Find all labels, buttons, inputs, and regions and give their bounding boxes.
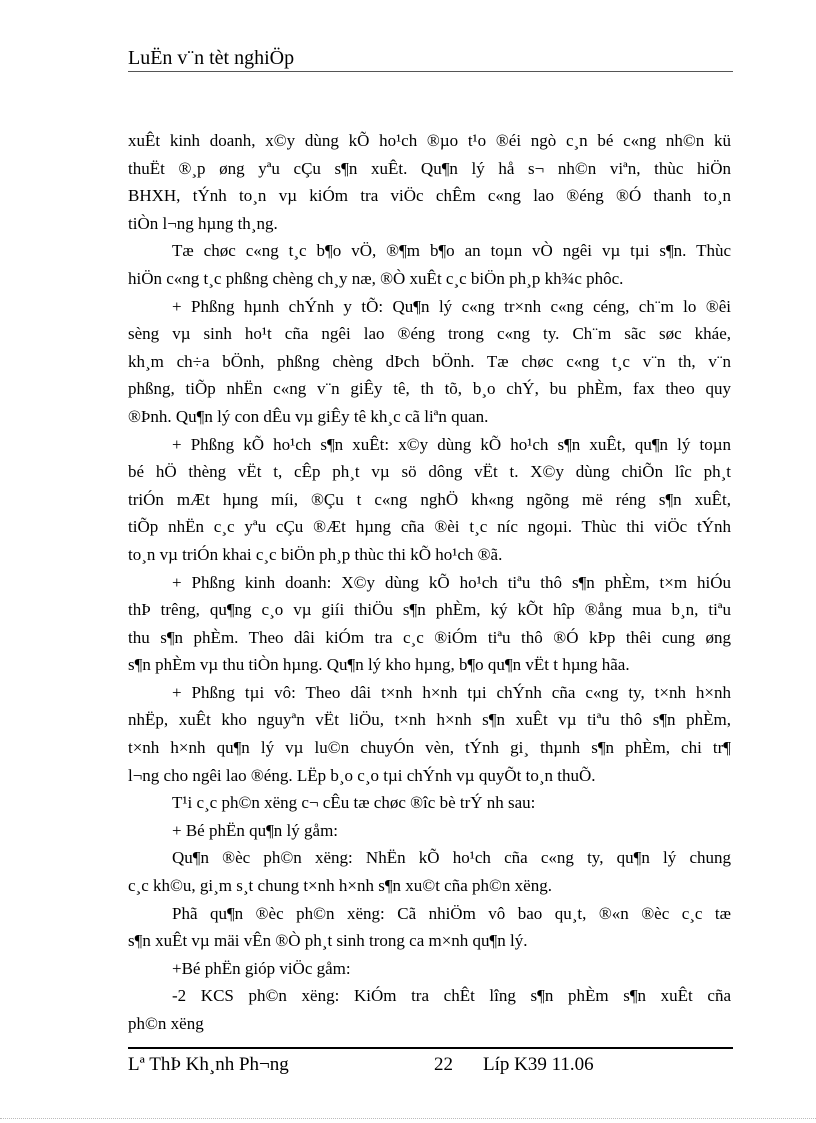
text-line: triÓn mÆt hµng míi, ®Çu t c«ng nghÖ kh«ng ngõng më réng s¶n xuÊt,	[128, 489, 731, 509]
running-header: LuËn v¨n tèt nghiÖp	[128, 47, 295, 69]
text-line: Tæ chøc c«ng t¸c b¶o vÖ, ®¶m b¶o an toµn vÒ ngêi vµ tµi s¶n. Thùc	[172, 241, 731, 261]
text-line: nhËp, xuÊt kho nguyªn vËt liÖu, t×nh h×nh s¶n xuÊt vµ tiªu thô s¶n phÈm,	[128, 710, 731, 730]
text-line: s¶n xuÊt vµ mäi vÊn ®Ò ph¸t sinh trong ca m×nh qu¶n lý.	[128, 931, 528, 951]
text-line: t×nh h×nh qu¶n lý vµ lu©n chuyÓn vèn, tÝnh gi¸ thµnh s¶n phÈm, chi tr¶	[128, 738, 731, 758]
text-line: c¸c kh©u, gi¸m s¸t chung t×nh h×nh s¶n xu©t cña ph©n xëng.	[128, 876, 552, 896]
text-line: -2 KCS ph©n xëng: KiÓm tra chÊt lîng s¶n phÈm s¶n xuÊt cña	[172, 986, 731, 1006]
text-line: +Bé phËn gióp viÖc gåm:	[172, 958, 351, 978]
text-line: + Bé phËn qu¶n lý gåm:	[172, 820, 339, 840]
page-number: 22	[434, 1054, 453, 1075]
text-line: Phã qu¶n ®èc ph©n xëng: Cã nhiÖm vô bao qu¸t, ®«n ®èc c¸c tæ	[172, 903, 731, 923]
page-edge	[0, 1118, 816, 1119]
text-line: kh¸m ch÷a bÖnh, phßng chèng dÞch bÖnh. Tæ chøc c«ng t¸c v¨n th, v¨n	[128, 351, 731, 371]
text-line: T¹i c¸c ph©n xëng c¬ cÊu tæ chøc ®îc bè trÝ nh sau:	[172, 793, 536, 813]
text-line: Qu¶n ®èc ph©n xëng: NhËn kÕ ho¹ch cña c«ng ty, qu¶n lý chung	[172, 848, 731, 868]
text-line: + Phßng hµnh chÝnh y tÕ: Qu¶n lý c«ng tr×nh c«ng céng, ch¨m lo ®êi	[172, 296, 731, 316]
document-body	[128, 127, 731, 1038]
footer-author: Lª ThÞ Kh¸nh Ph¬ng	[128, 1054, 289, 1075]
text-line: s¶n phÈm vµ thu tiÒn hµng. Qu¶n lý kho hµng, b¶o qu¶n vËt t hµng hãa.	[128, 655, 630, 675]
footer-rule	[128, 1047, 733, 1049]
text-line: BHXH, tÝnh to¸n vµ kiÓm tra viÖc chÊm c«ng lao ®éng ®Ó thanh to¸n	[128, 186, 731, 206]
text-line: hiÖn c«ng t¸c phßng chèng ch¸y næ, ®Ò xuÊt c¸c biÖn ph¸p kh¾c phôc.	[128, 268, 624, 288]
text-line: ®Þnh. Qu¶n lý con dÊu vµ giÊy tê kh¸c cã liªn quan.	[128, 406, 489, 426]
header-rule	[128, 71, 733, 72]
text-line: tiÒn l¬ng hµng th¸ng.	[128, 213, 278, 233]
text-line: + Phßng tµi vô: Theo dâi t×nh h×nh tµi chÝnh cña c«ng ty, t×nh h×nh	[172, 682, 731, 702]
text-line: + Phßng kinh doanh: X©y dùng kÕ ho¹ch tiªu thô s¶n phÈm, t×m hiÓu	[172, 572, 731, 592]
text-line: thÞ trêng, qu¶ng c¸o vµ giíi thiÖu s¶n phÈm, ký kÕt hîp ®ång mua b¸n, tiªu	[128, 600, 731, 620]
text-line: ph©n xëng	[128, 1014, 204, 1033]
text-line: thuËt ®¸p øng yªu cÇu s¶n xuÊt. Qu¶n lý hå s¬ nh©n viªn, thùc hiÖn	[128, 158, 731, 178]
text-line: thu s¶n phÈm. Theo dâi kiÓm tra c¸c ®iÓm tiªu thô ®Ó kÞp thêi cung øng	[128, 627, 731, 647]
footer-class: Líp K39 11.06	[483, 1054, 594, 1075]
text-line: bé hÖ thèng vËt t, cÊp ph¸t vµ sö dông vËt t. X©y dùng chiÕn lîc ph¸t	[128, 462, 731, 482]
text-line: sèng vµ sinh ho¹t cña ngêi lao ®éng trong c«ng ty. Ch¨m sãc søc kháe,	[128, 324, 731, 344]
text-line: xuÊt kinh doanh, x©y dùng kÕ ho¹ch ®µo t¹o ®éi ngò c¸n bé c«ng nh©n kü	[128, 131, 731, 150]
text-line: to¸n vµ triÓn khai c¸c biÖn ph¸p thùc thi kÕ ho¹ch ®ã.	[128, 544, 503, 564]
text-line: tiÕp nhËn c¸c yªu cÇu ®Æt hµng cña ®èi t¸c níc ngoµi. Thùc thi viÖc tÝnh	[128, 517, 731, 537]
text-line: phßng, tiÕp nhËn c«ng v¨n giÊy tê, th tõ, b¸o chÝ, bu phÈm, fax theo quy	[128, 379, 731, 399]
text-line: l¬ng cho ngêi lao ®éng. LËp b¸o c¸o tµi chÝnh vµ quyÕt to¸n thuÕ.	[128, 765, 596, 785]
text-line: + Phßng kÕ ho¹ch s¶n xuÊt: x©y dùng kÕ ho¹ch s¶n xuÊt, qu¶n lý toµn	[172, 434, 731, 454]
